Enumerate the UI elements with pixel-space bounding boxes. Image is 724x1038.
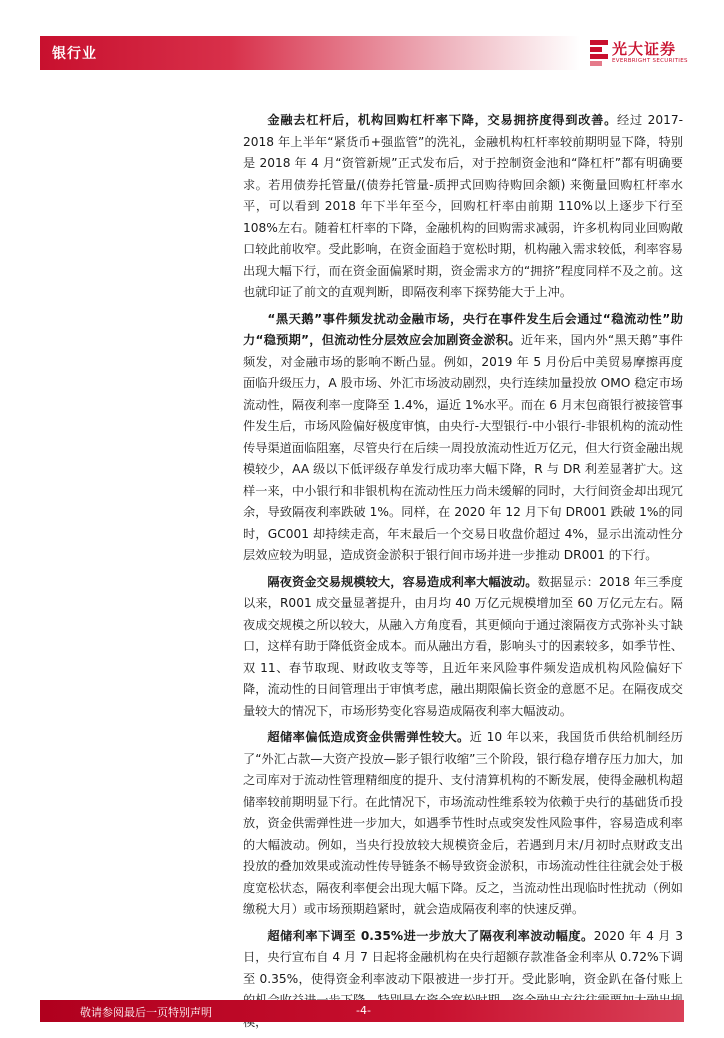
logo-name: 光大证券 [612, 40, 677, 58]
paragraph-heading: 超储利率下调至 0.35%进一步放大了隔夜利率波动幅度。 [267, 928, 594, 943]
paragraph [243, 110, 683, 304]
paragraph-text: 2020 年 4 月 3 日，央行宣布自 4 月 7 日起将金融机构在央行超额存款准备金利率从 0.72%下调至 0.35%，使得资金利率波动下限被进一步打开。受此影响，资金趴在备付账上 [243, 928, 683, 986]
paragraph-text: 经过 2017-2018 年上半年“紧货币+强监管”的洗礼，金融机构杠杆率较前期明显下降，特别是 2018 年 4 月“资管新规”正式发布后，对于控制资金池和“降杠杆”都有明确要求。若用债券托管量/(债券托管量-质押式回购待购回余额) 来衡量回购杠杆率水平，可以看到 2018 年下半年至今，回购杠杆率由前期 110%以上逐步下行至 108%左右。随着杠杆率的下降，金融机构的回购需求减弱，许多机构同业回购敞口较此前收窄。受此影响，在资金面趋于宽松时期，机构融入需求较低，利率容易出现大幅下行，而在资金面偏紧时期，资金需求方的“拥挤”程度同样不及之前。这也就印证了前文的直观判断，即隔夜利率下探势能大于上冲。 [243, 113, 683, 299]
paragraph-heading: 隔夜资金交易规模较大，容易造成利率大幅波动。 [267, 574, 538, 589]
paragraph-text: 近 10 年以来，我国货币供给机制经历了“外汇占款—大资产投放—影子银行收缩”三个阶段，银行稳存增存压力加大，加之司库对于流动性管理精细度的提升、支付清算机构的不断发展，使得金融机构超储率较前期明显下行。在此情况下，市场流动性维系较为依赖于央行的基础货币投放，资金供需弹性进一步加大，如遇季节性时点或突发性风险事件，容易造成利率的大幅波动。例如，当央行投放较大规模资金后，若遇到月末/月初时点财政支出投放的叠加效果或流动性传导链条不畅导致资金淤积，市场流动性往往就会处于极度宽松状态，隔夜利率便会出现大幅下降。反之，当流动性出现临时性扰动（例如缴税大月）或市场预期趋紧时，就会造成隔夜利率的快速反弹。 [243, 730, 683, 916]
report-body [243, 110, 683, 1038]
paragraph-text: 数据显示：2018 年三季度以来，R001 成交量显著提升，由月均 40 万亿元规模增加至 60 万亿元左右。隔夜成交规模之所以较大，从融入方角度看，其更倾向于通过滚隔夜方式弥补头寸缺口，这样有助于降低资金成本。而从融出方看，影响头寸的因素较多，如季节性、双 11、春节取现、财政收支等等，且近年来风险事件频发造成机构风险偏好下降，流动性的日间管理出于审慎考虑，融出期限偏长资金的意愿不足。在隔夜成交量较大的情况下，市场形势变化容易造成隔夜利率大幅波动。 [243, 574, 683, 718]
header-bar [40, 36, 580, 70]
paragraph-text: 近年来，国内外“黑天鹅”事件频发，对金融市场的影响不断凸显。例如，2019 年 5 月份后中美贸易摩擦再度面临升级压力，A 股市场、外汇市场波动剧烈，央行连续加量投放 OMO 稳定市场流动性，隔夜利率一度降至 1.4%，逼近 1%水平。而在 6 月末包商银行被接管事件发生后，市场风险偏好极度审慎，由央行-大型银行-中小银行-非银机构的流动性传导渠道面临阻塞，尽管央行在后续一周投放流动性近万亿元，但大行资金融出规模较少，AA 级以下低评级存单发行成功率大幅下降，R 与 DR 利差显著扩大。这样一来，中小银行和非银机构在流动性压力尚未缓解的同时，大行间资金却出现冗余，导致隔夜利率跌破 1%。同样，在 2020 年 12 月下旬 DR001 跌破 1%的同时，GC001 却持续走高，年末最后一个交易日收盘价超过 4%，显示出流动性分层效应较为明显，造成资金淤积于银行间市场并进一步推动 DR001 的下行。 [243, 333, 683, 562]
paragraph-heading: “黑天鹅”事件频发扰动金融市场，央行在事件发生后会通过“稳流动性”助力“稳预期”，但流动性分层效应会加剧资金淤积。 [243, 311, 683, 347]
paragraph-heading: 超储率偏低造成资金供需弹性较大。 [267, 730, 470, 744]
logo-mark-icon [590, 40, 608, 66]
paragraph [243, 309, 683, 567]
paragraph-heading: 金融去杠杆后，机构回购杠杆率下降，交易拥挤度得到改善。 [267, 113, 618, 127]
section-label: 银行业 [52, 46, 97, 62]
page-number: -4- [356, 1004, 371, 1017]
paragraph [243, 572, 683, 723]
footer-disclaimer: 敬请参阅最后一页特别声明 [80, 1006, 212, 1019]
company-logo [590, 36, 700, 70]
paragraph [243, 727, 683, 921]
logo-subtitle: EVERBRIGHT SECURITIES [612, 58, 688, 64]
